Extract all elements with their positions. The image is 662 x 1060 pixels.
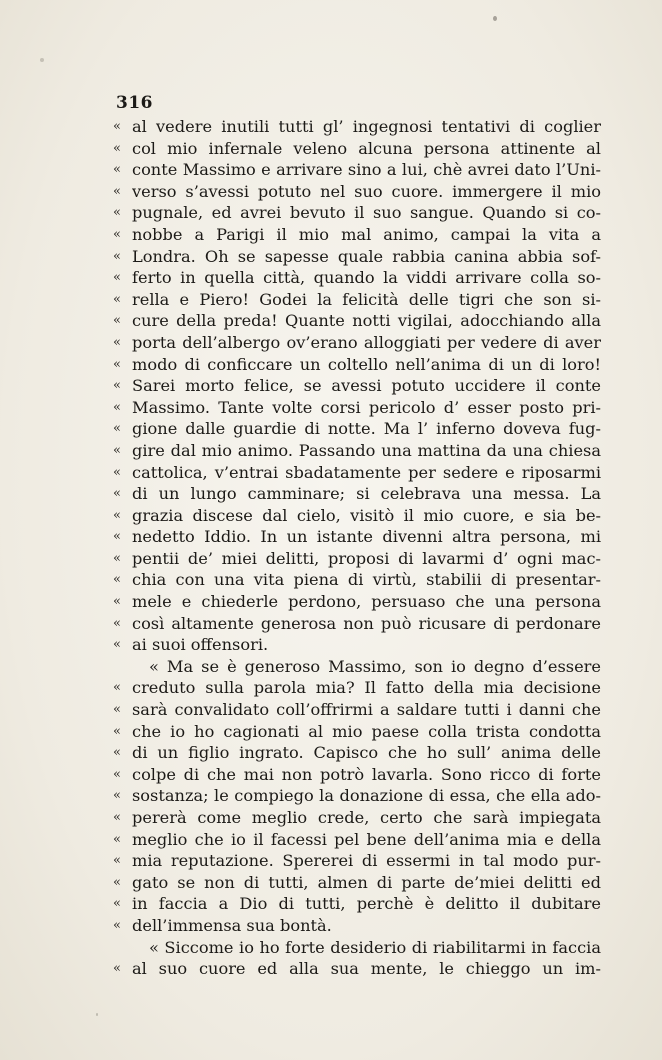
line-text: gato se non di tutti, almen di parte de’miei delitti ed [132, 872, 601, 892]
line-text: di un lungo camminare; si celebrava una messa. La [132, 484, 601, 504]
line-quote-mark: « [113, 572, 121, 588]
line-text: nobbe a Parigi il mio mal animo, campai la vita a [132, 224, 601, 244]
text-line [113, 958, 601, 980]
text-line [113, 591, 601, 613]
line-quote-mark: « [113, 248, 121, 264]
line-text: mia reputazione. Spererei di essermi in tal modo pur- [132, 851, 601, 871]
line-quote-mark: « [113, 270, 121, 286]
body-text [113, 116, 601, 980]
line-quote-mark: « [113, 421, 121, 437]
text-line [113, 807, 601, 829]
line-quote-mark: « [113, 313, 121, 329]
text-line [113, 526, 601, 548]
line-quote-mark: « [113, 874, 121, 890]
line-text: gire dal mio animo. Passando una mattina da una chiesa [132, 440, 601, 460]
text-line [113, 354, 601, 376]
line-quote-mark: « [113, 486, 121, 502]
line-quote-mark: « [113, 853, 121, 869]
line-quote-mark: « [113, 615, 121, 631]
text-line [113, 483, 601, 505]
line-text: creduto sulla parola mia? Il fatto della mia decisione [132, 678, 601, 698]
text-line [113, 159, 601, 181]
text-line [113, 116, 601, 138]
line-text: « Ma se è generoso Massimo, son io degno d’essere [149, 656, 601, 676]
text-line [113, 785, 601, 807]
line-text: porta dell’albergo ov’erano alloggiati per vedere di aver [132, 332, 601, 352]
line-text: così altamente generosa non può ricusare di perdonare [132, 613, 601, 633]
text-line [113, 634, 601, 656]
line-text: che io ho cagionati al mio paese colla trista condotta [132, 721, 601, 741]
line-quote-mark: « [113, 183, 121, 199]
text-line [113, 202, 601, 224]
line-quote-mark: « [113, 140, 121, 156]
line-text: col mio infernale veleno alcuna persona attinente al [132, 138, 601, 158]
text-line [113, 375, 601, 397]
line-text: al suo cuore ed alla sua mente, le chieggo un im- [132, 959, 601, 979]
line-text: Massimo. Tante volte corsi pericolo d’ esser posto pri- [132, 397, 601, 417]
line-text: verso s’avessi potuto nel suo cuore. immergere il mio [132, 181, 601, 201]
line-text: meglio che io il facessi pel bene dell’anima mia e della [132, 829, 601, 849]
line-text: sostanza; le compiego la donazione di essa, che ella ado- [132, 786, 601, 806]
line-text: pugnale, ed avrei bevuto il suo sangue. Quando si co- [132, 203, 601, 223]
line-text: conte Massimo e arrivare sino a lui, chè avrei dato l’Uni- [132, 160, 601, 180]
text-line [113, 505, 601, 527]
text-line [113, 138, 601, 160]
line-quote-mark: « [113, 226, 121, 242]
line-quote-mark: « [113, 291, 121, 307]
text-line [113, 677, 601, 699]
line-quote-mark: « [113, 680, 121, 696]
text-line [113, 462, 601, 484]
line-text: sarà convalidato coll’offrirmi a saldare tutti i danni che [132, 700, 601, 720]
line-quote-mark: « [113, 378, 121, 394]
line-quote-mark: « [113, 961, 121, 977]
line-text: ai suoi offensori. [132, 635, 269, 655]
text-line [113, 613, 601, 635]
text-line [113, 893, 601, 915]
line-text: al vedere inutili tutti gl’ ingegnosi tentativi di coglier [132, 117, 601, 136]
line-text: nedetto Iddio. In un istante divenni altra persona, mi [132, 527, 601, 547]
paper-speck [96, 1013, 98, 1016]
text-line [113, 310, 601, 332]
line-quote-mark: « [113, 464, 121, 480]
line-text: chia con una vita piena di virtù, stabilii di presentar- [132, 570, 601, 590]
text-line [113, 289, 601, 311]
line-text: di un figlio ingrato. Capisco che ho sull’ anima delle [132, 743, 601, 763]
line-text: cattolica, v’entrai sbadatamente per sedere e riposarmi [132, 462, 601, 482]
text-line [113, 721, 601, 743]
line-quote-mark: « [113, 594, 121, 610]
text-line [113, 267, 601, 289]
text-line [113, 742, 601, 764]
paper-speck [40, 58, 44, 62]
line-quote-mark: « [113, 162, 121, 178]
line-text: grazia discese dal cielo, visitò il mio cuore, e sia be- [132, 505, 601, 525]
text-line [113, 829, 601, 851]
line-text: pentii de’ miei delitti, proposi di lavarmi d’ ogni mac- [132, 548, 601, 568]
line-text: rella e Piero! Godei la felicità delle tigri che son si- [132, 289, 601, 309]
line-quote-mark: « [113, 810, 121, 825]
line-quote-mark: « [113, 399, 121, 415]
line-quote-mark: « [113, 334, 121, 350]
line-text: colpe di che mai non potrò lavarla. Sono ricco di forte [132, 764, 601, 784]
line-text: cure della preda! Quante notti vigilai, adocchiando alla [132, 311, 601, 331]
text-line [113, 440, 601, 462]
line-quote-mark: « [113, 205, 121, 221]
text-line [113, 224, 601, 246]
paper-speck [493, 16, 497, 21]
line-quote-mark: « [113, 766, 121, 782]
line-quote-mark: « [113, 529, 121, 545]
text-line [113, 656, 601, 678]
line-quote-mark: « [113, 442, 121, 458]
text-line [113, 937, 601, 959]
text-line [113, 246, 601, 268]
text-line [113, 699, 601, 721]
line-quote-mark: « [113, 917, 121, 933]
line-quote-mark: « [113, 550, 121, 566]
text-line [113, 332, 601, 354]
text-line [113, 850, 601, 872]
line-text: mele e chiederle perdono, persuaso che una persona [132, 592, 601, 612]
line-quote-mark: « [113, 896, 121, 912]
line-text: in faccia a Dio di tutti, perchè è delitto il dubitare [132, 894, 601, 914]
line-text: Londra. Oh se sapesse quale rabbia canina abbia sof- [132, 246, 601, 266]
text-line [113, 397, 601, 419]
line-text: gione dalle guardie di notte. Ma l’ inferno doveva fug- [132, 419, 601, 439]
line-quote-mark: « [113, 507, 121, 523]
line-quote-mark: « [113, 356, 121, 372]
text-line [113, 181, 601, 203]
line-text: modo di conficcare un coltello nell’anima di un di loro! [132, 354, 601, 374]
text-line [113, 915, 601, 937]
line-text: « Siccome io ho forte desiderio di riabilitarmi in faccia [149, 937, 601, 957]
text-line [113, 764, 601, 786]
text-line [113, 569, 601, 591]
line-text: Sarei morto felice, se avessi potuto uccidere il conte [132, 376, 601, 396]
text-line [113, 548, 601, 570]
line-quote-mark: « [113, 702, 121, 718]
page-number: 316 [116, 93, 153, 113]
line-quote-mark: « [113, 745, 121, 761]
text-line [113, 418, 601, 440]
line-quote-mark: « [113, 637, 121, 653]
line-quote-mark: « [113, 723, 121, 739]
line-text: ferto in quella città, quando la viddi arrivare colla so- [132, 268, 601, 288]
line-text: pererà come meglio crede, certo che sarà impiegata [132, 808, 601, 827]
line-quote-mark: « [113, 831, 121, 847]
line-text: dell’immensa sua bontà. [132, 915, 332, 935]
line-quote-mark: « [113, 788, 121, 804]
line-quote-mark: « [113, 119, 121, 134]
text-line [113, 872, 601, 894]
